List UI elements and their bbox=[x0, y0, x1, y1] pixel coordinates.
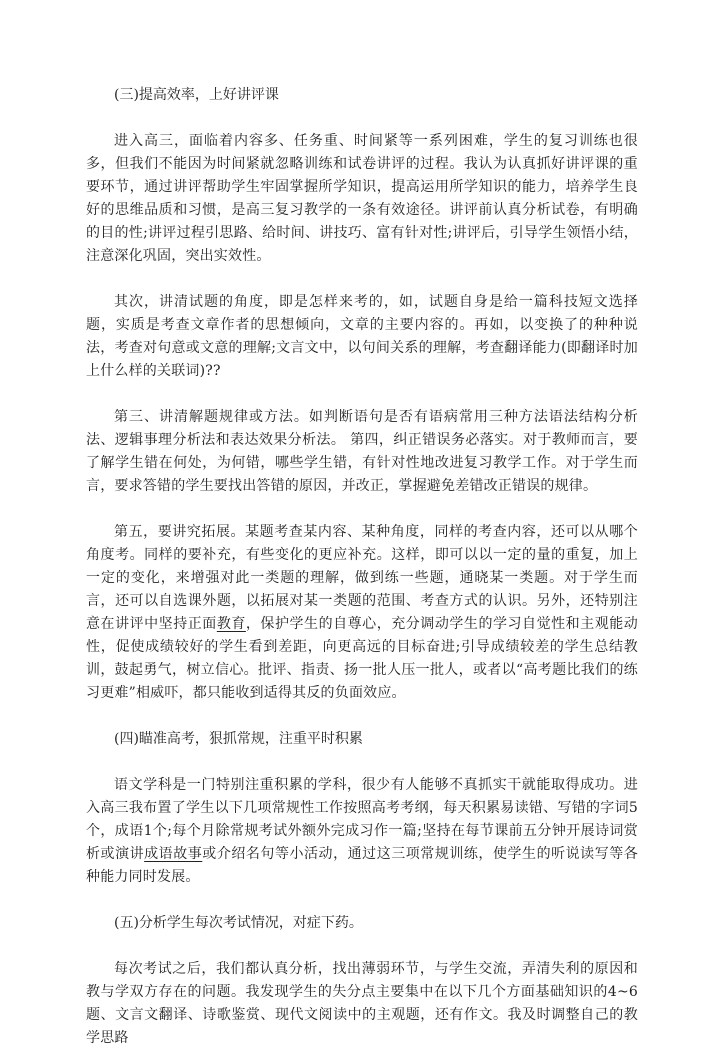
section-5-heading: (五)分析学生每次考试情况，对症下药。 bbox=[114, 915, 363, 931]
paragraph-accumulation bbox=[86, 774, 638, 889]
paragraph-accumulation-text-a: 语文学科是一门特别注重积累的学科，很少有人能够不真抓实干就能取得成功。进入高三我布置了学生以下几项常规性工作按照高考考纲，每天积累易读错、写错的字词5个，成语1个;每个月除常规考试外额外完成习作一篇;坚持在每节课前五分钟开展诗词赏析或演讲 bbox=[86, 777, 638, 862]
paragraph-solving-rules: 第三、讲清解题规律或方法。如判断语句是否有语病常用三种方法语法结构分析法、逻辑事理分析法和表达效果分析法。 第四，纠正错误务必落实。对于教师而言，要了解学生错在何处，为何错，哪些学生错，有针对性地改进复习教学工作。对于学生而言，要求答错的学生要找出答错的原因，并改正，掌握避免差错改正错误的规律。 bbox=[86, 409, 638, 494]
paragraph-accumulation-text-b: 或介绍名句等小活动，通过这三项常规训练，使学生的听说读写等各种能力同时发展。 bbox=[86, 846, 638, 885]
paragraph-question-angle: 其次，讲清试题的角度，即是怎样来考的，如，试题自身是给一篇科技短文选择题，实质是考查文章作者的思想倾向，文章的主要内容的。再如，以变换了的种种说法，考查对句意或文意的理解;文言文中，以句间关系的理解，考查翻译能力(即翻译时加上什么样的关联词)?? bbox=[86, 294, 638, 379]
idiom-story-link[interactable]: 成语故事 bbox=[144, 846, 203, 862]
paragraph-extension bbox=[86, 521, 638, 705]
paragraph-review-lesson: 进入高三，面临着内容多、任务重、时间紧等一系列困难，学生的复习训练也很多，但我们不能因为时间紧就忽略训练和试卷讲评的过程。我认为认真抓好讲评课的重要环节，通过讲评帮助学生牢固掌握所学知识，提高运用所学知识的能力，培养学生良好的思维品质和习惯，是高三复习教学的一条有效途径。讲评前认真分析试卷，有明确的目的性;讲评过程引思路、给时间、讲技巧、富有针对性;讲评后，引导学生领悟小结，注意深化巩固，突出实效性。 bbox=[86, 133, 638, 264]
paragraph-exam-analysis: 每次考试之后，我们都认真分析，找出薄弱环节，与学生交流，弄清失利的原因和教与学双方存在的问题。我发现学生的失分点主要集中在以下几个方面基础知识的4~6题、文言文翻译、诗歌鉴赏、现代文阅读中的主观题，还有作文。我及时调整自己的教学思路 bbox=[86, 961, 638, 1046]
section-3-heading: (三)提高效率，上好讲评课 bbox=[114, 87, 279, 103]
document-page bbox=[86, 84, 638, 1050]
paragraph-extension-text-a: 第五，要讲究拓展。某题考查某内容、某种角度，同样的考查内容，还可以从哪个角度考。同样的要补充，有些变化的更应补充。这样，即可以以一定的量的重复，加上一定的变化，来增强对此一类题的理解，做到练一些题，通晓某一类题。对于学生而言，还可以自选课外题，以拓展对某一类题的范围、考查方式的认识。另外，还特别注意在讲评中坚持正面 bbox=[86, 524, 638, 632]
paragraph-extension-text-b: ，保护学生的自尊心，充分调动学生的学习自觉性和主观能动性，促使成绩较好的学生看到差距，向更高远的目标奋进;引导成绩较差的学生总结教训，鼓起勇气，树立信心。批评、指责、扬一批人压一批人，或者以“高考题比我们的练习更难”相威吓，都只能收到适得其反的负面效应。 bbox=[86, 616, 638, 701]
education-link[interactable]: 教育 bbox=[216, 616, 246, 632]
section-4-heading: (四)瞄准高考，狠抓常规，注重平时积累 bbox=[114, 731, 363, 747]
